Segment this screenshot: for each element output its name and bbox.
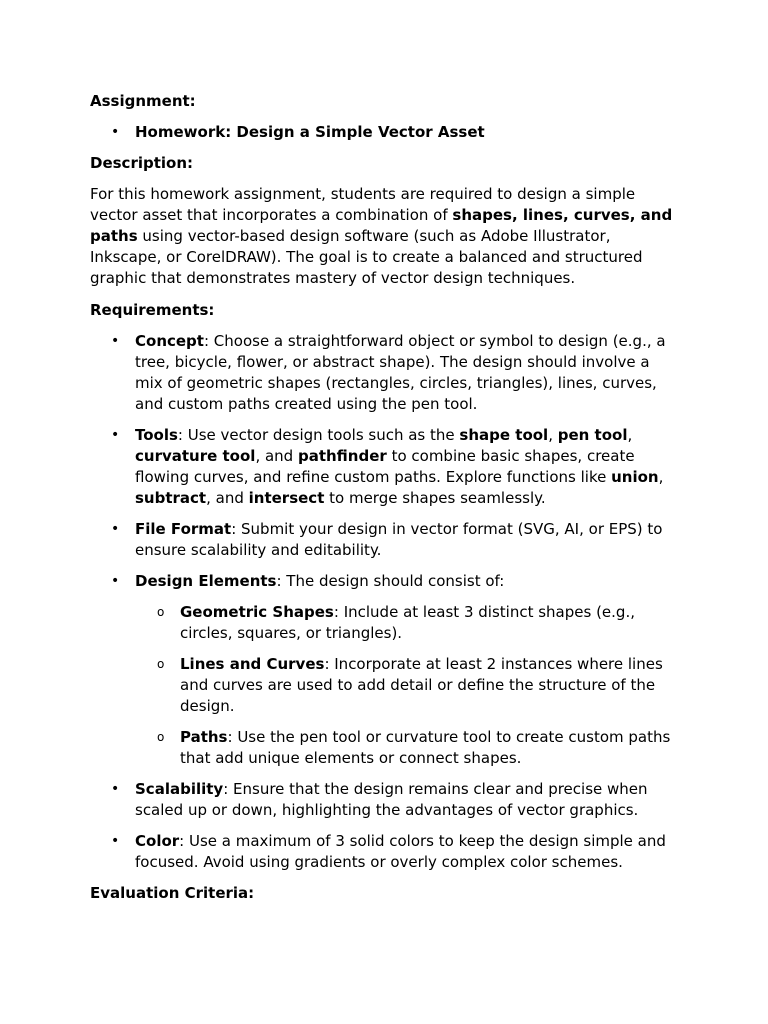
requirement-scalability [90,779,680,821]
bullet-icon: • [111,521,120,537]
bullet-icon: • [111,333,120,349]
requirement-text: : Use a maximum of 3 solid colors to keep the design simple and focused. Avoid using gradients or overly complex color schemes. [135,832,666,871]
sub-item-label: Geometric Shapes [180,603,334,621]
description-paragraph [90,184,680,289]
assignment-list [90,122,680,143]
requirement-text: : Use vector design tools such as the [177,426,460,444]
circle-bullet-icon: o [157,605,165,619]
requirement-text: , and [206,489,249,507]
design-elements-sublist [135,602,680,769]
requirements-list [90,331,680,873]
sub-item-label: Lines and Curves [180,655,325,673]
sub-item-paths [135,727,680,769]
requirement-tools [90,425,680,509]
sub-item-label: Paths [180,728,228,746]
requirement-text: , [627,426,633,444]
requirement-text: , and [255,447,298,465]
description-text: For this homework assignment, students are required to design a simple vector asset that incorporates a combination of [90,185,636,224]
list-item [90,122,680,143]
requirement-design-elements [90,571,680,769]
requirement-text: , [658,468,664,486]
requirement-label: Scalability [135,780,224,798]
requirement-file-format [90,519,680,561]
requirement-color [90,831,680,873]
requirement-text: : The design should consist of: [276,572,505,590]
description-bold: shapes, lines, curves, and paths [90,206,673,245]
requirement-label: Tools [135,426,178,444]
requirement-text: to merge shapes seamlessly. [324,489,546,507]
tool-name: pen tool [557,426,628,444]
requirement-text: : Ensure that the design remains clear and precise when scaled up or down, highlighting the advantages of vector graphics. [135,780,648,819]
bullet-icon: • [111,427,120,443]
tool-name: pathfinder [297,447,387,465]
evaluation-heading: Evaluation Criteria: [90,884,255,902]
requirement-label: Color [135,832,180,850]
bullet-icon: • [111,124,120,140]
description-heading: Description: [90,154,194,172]
document-page [90,91,680,904]
sub-item-lines-curves [135,654,680,717]
bullet-icon: • [111,781,120,797]
requirement-label: Design Elements [135,572,277,590]
sub-item-geometric-shapes [135,602,680,644]
circle-bullet-icon: o [157,657,165,671]
requirement-text: : Choose a straightforward object or symbol to design (e.g., a tree, bicycle, flower, or abstract shape). The design should involve a mix of geometric shapes (rectangles, circles, triangles), lines, curves, and custom paths created using the pen tool. [135,332,666,413]
sub-item-text: : Incorporate at least 2 instances where lines and curves are used to add detail or define the structure of the design. [180,655,663,715]
sub-item-text: : Use the pen tool or curvature tool to create custom paths that add unique elements or connect shapes. [180,728,671,767]
requirements-heading: Requirements: [90,301,215,319]
circle-bullet-icon: o [157,730,165,744]
function-name: union [611,468,659,486]
requirement-label: Concept [135,332,204,350]
function-name: subtract [135,489,207,507]
bullet-icon: • [111,833,120,849]
assignment-heading: Assignment: [90,92,196,110]
function-name: intersect [248,489,325,507]
homework-title: Homework: Design a Simple Vector Asset [135,123,485,141]
requirement-text: to combine basic shapes, create flowing curves, and refine custom paths. Explore functions like [135,447,635,486]
requirement-text: , [548,426,558,444]
description-text: using vector-based design software (such as Adobe Illustrator, Inkscape, or CorelDRAW). The goal is to create a balanced and structured graphic that demonstrates mastery of vector design techniques. [90,227,643,287]
requirement-concept [90,331,680,415]
bullet-icon: • [111,573,120,589]
tool-name: curvature tool [135,447,256,465]
tool-name: shape tool [459,426,549,444]
requirement-label: File Format [135,520,232,538]
sub-item-text: : Include at least 3 distinct shapes (e.g., circles, squares, or triangles). [180,603,635,642]
requirement-text: : Submit your design in vector format (SVG, AI, or EPS) to ensure scalability and editability. [135,520,663,559]
